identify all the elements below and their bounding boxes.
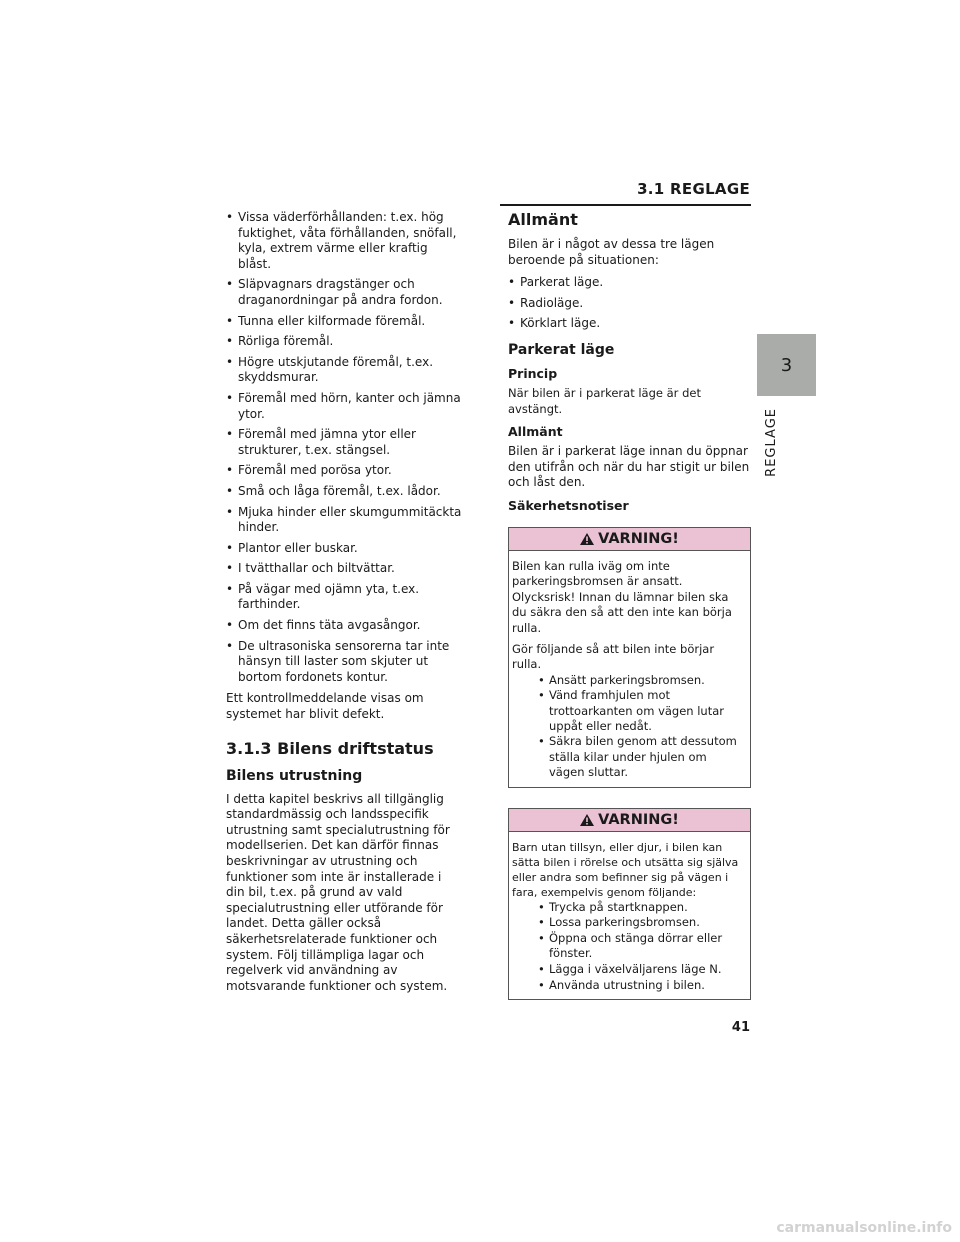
warning-text: Gör följande så att bilen inte börjar rulla.: [512, 641, 715, 672]
list-item: • Små och låga föremål, t.ex. lådor.: [226, 484, 462, 500]
list-item: • Om det finns täta avgasångor.: [226, 618, 462, 634]
list-item: • I tvätthallar och biltvättar.: [226, 561, 462, 577]
warning-triangle-icon: [580, 814, 594, 826]
defect-message-text: Ett kontrollmeddelande visas om systemet har blivit defekt.: [226, 691, 424, 722]
list-item: • Föremål med jämna ytor eller strukturer, t.ex. stängsel.: [226, 427, 462, 458]
list-item: • Lägga i växelväljarens läge N.: [538, 962, 744, 978]
list-item: • Trycka på startknappen.: [538, 900, 744, 916]
warning-text: Barn utan tillsyn, eller djur, i bilen kan sätta bilen i rörelse och utsätta sig själva eller andra som befinner sig på vägen i fara, exempelvis genom följande:: [512, 840, 739, 899]
list-item: • Föremål med porösa ytor.: [226, 463, 462, 479]
warning-header: [509, 528, 750, 551]
allmant-heading: Allmänt: [508, 210, 578, 229]
list-item: • Öppna och stänga dörrar eller fönster.: [538, 931, 744, 962]
warning-list: [512, 900, 744, 994]
warning-label: VARNING!: [598, 530, 679, 547]
list-item: • På vägar med ojämn yta, t.ex. farthinder.: [226, 582, 462, 613]
chapter-tab: [757, 334, 816, 396]
list-item: • Föremål med hörn, kanter och jämna ytor.: [226, 391, 462, 422]
subsection-title: Bilens utrustning: [226, 767, 363, 784]
warning-box-parking: [508, 527, 751, 788]
warning-text: Bilen kan rulla iväg om inte parkeringsbromsen är ansatt. Olycksrisk! Innan du lämnar bilen ska du säkra den så att den inte kan börja rulla.: [512, 558, 732, 635]
chapter-number: 3: [780, 354, 793, 376]
princip-text: När bilen är i parkerat läge är det avstängt.: [508, 385, 701, 416]
list-item: • Vissa väderförhållanden: t.ex. hög fuktighet, våta förhållanden, snöfall, kyla, extrem värme eller kraftig blåst.: [226, 210, 462, 272]
warning-body: [509, 832, 750, 1000]
right-column: [508, 210, 751, 1014]
general-heading: Allmänt: [508, 424, 563, 440]
page-number: 41: [731, 1020, 750, 1035]
warning-header: [509, 809, 750, 832]
list-item: • Rörliga föremål.: [226, 334, 462, 350]
allmant-intro: Bilen är i något av dessa tre lägen beroende på situationen:: [508, 237, 715, 267]
warning-body: [509, 551, 750, 787]
header-rule: [500, 204, 751, 206]
list-item: • Mjuka hinder eller skumgummitäckta hinder.: [226, 505, 462, 536]
running-header: 3.1 REGLAGE: [637, 180, 750, 198]
list-item: • Säkra bilen genom att dessutom ställa kilar under hjulen om vägen sluttar.: [538, 734, 744, 780]
watermark: carmanualsonline.info: [776, 1220, 952, 1236]
list-item: • Radioläge.: [508, 296, 751, 312]
equipment-body-text: I detta kapitel beskrivs all tillgänglig standardmässig och landsspecifik utrustning samt specialutrustning för modellserien. Det kan därför finnas beskrivningar av utrustning och funktioner som inte är installerade i din bil, t.ex. på grund av vald specialutrustning eller utförande för landet. Detta gäller också säkerhetsrelaterade funktioner och system. Följ tillämpliga lagar och regelverk vid användning av motsvarande funktioner och system.: [226, 791, 450, 993]
section-title: 3.1.3 Bilens driftstatus: [226, 738, 434, 758]
list-item: • Tunna eller kilformade föremål.: [226, 314, 462, 330]
general-text: Bilen är i parkerat läge innan du öppnar den utifrån och när du har stigit ur bilen och låst den.: [508, 444, 750, 490]
warning-triangle-icon: [580, 533, 594, 545]
limitations-list: [226, 210, 462, 685]
safety-notes-heading: Säkerhetsnotiser: [508, 497, 629, 513]
list-item: • Använda utrustning i bilen.: [538, 978, 744, 994]
list-item: • Vänd framhjulen mot trottoarkanten om vägen lutar uppåt eller nedåt.: [538, 688, 744, 734]
parked-mode-heading: Parkerat läge: [508, 341, 615, 358]
list-item: • Körklart läge.: [508, 316, 751, 332]
chapter-label: REGLAGE: [764, 408, 779, 477]
list-item: • Parkerat läge.: [508, 275, 751, 291]
list-item: • Plantor eller buskar.: [226, 541, 462, 557]
princip-heading: Princip: [508, 365, 558, 381]
list-item: • De ultrasoniska sensorerna tar inte hänsyn till laster som skjuter ut bortom fordonets kontur.: [226, 639, 462, 686]
warning-label: VARNING!: [598, 811, 679, 828]
warning-box-children: [508, 808, 751, 1001]
modes-list: [508, 275, 751, 332]
left-column: [226, 210, 462, 1001]
list-item: • Släpvagnars dragstänger och draganordningar på andra fordon.: [226, 277, 462, 308]
warning-list: [512, 673, 744, 781]
list-item: • Högre utskjutande föremål, t.ex. skyddsmurar.: [226, 355, 462, 386]
list-item: • Ansätt parkeringsbromsen.: [538, 673, 744, 688]
list-item: • Lossa parkeringsbromsen.: [538, 915, 744, 931]
